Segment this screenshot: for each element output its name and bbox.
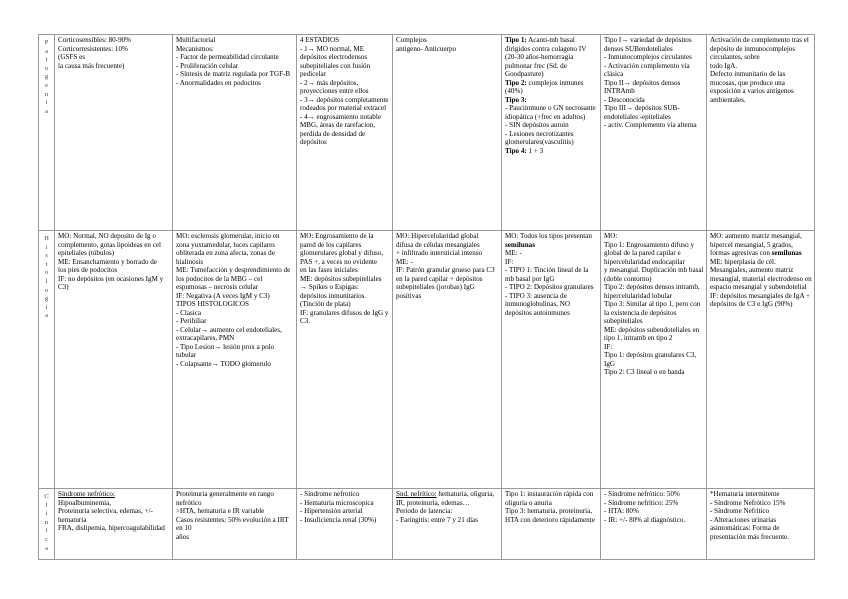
row-label: P a t o g e n i a [39, 35, 55, 231]
cell-line: - 2→ más depósitos, proyecciones entre ellos [300, 78, 369, 95]
cell-line: - IR: +/- 80% al diagnóstico. [604, 515, 686, 524]
cell-line: Tipo I→ variedad de depósitos densos SUBendoteliales [604, 36, 694, 53]
cell-line: - Proliferación celular [176, 61, 239, 70]
cell-line: los pies de podocitos [58, 266, 118, 274]
cell-line: MO: Todos los tipos presentan semilunas [505, 232, 594, 249]
cell-line: IF: Patrón granular grueso para C3 en la pared capilar + depósitos subepiteliales (jorobas) IgG positivas [396, 266, 497, 300]
cell-line: >HTA, hematuria e IR variable [176, 507, 265, 515]
cell-line: ME: - [505, 249, 522, 257]
cell-line: IF: [505, 257, 514, 266]
cell-line: años [176, 532, 190, 541]
cell-line: Tipo 3: [505, 95, 527, 104]
cell-line: - HTA: 80% [604, 507, 639, 515]
table-cell [173, 489, 297, 560]
cell-line: Hipoalbuminemia, [58, 498, 111, 507]
cell-line: IF: granulares difusos de IgG y C3. [300, 308, 391, 325]
pathology-table-sheet [38, 34, 814, 560]
table-cell [707, 489, 815, 560]
table-cell [297, 35, 393, 231]
cell-line: MO: Engrosamiento de la pared de los capilares glomerulares global y difuso, PAS +, a veces no evidente [300, 232, 385, 266]
table-cell [55, 35, 173, 231]
cell-line: - Alteraciones urinarias asintomáticas: Forma de presentación más frecuente. [710, 515, 789, 541]
cell-line: depósitos inmunitarios. (Tinción de plata) [300, 291, 368, 308]
cell-line: MO: aumento matriz mesangial, hipercel mesangial, 5 grados, formas agresivas con semilunas [710, 232, 804, 257]
row-label: C l í n i c a [39, 489, 55, 560]
table-cell [55, 231, 173, 489]
cell-line: - Síntesis de matriz regulada por TGF-B [176, 70, 291, 78]
cell-line: antigeno- Anticuerpo [396, 44, 457, 53]
cell-line: - Faringitis: entre 7 y 21 días [396, 515, 478, 524]
cell-line: IF: depósitos mesangiales de IgA + depósitos de C3 e IgG (90%) [710, 291, 812, 308]
cell-line: 4 ESTADIOS [300, 36, 340, 44]
cell-line: la causa más frecuente) [58, 61, 125, 70]
table-cell [393, 489, 502, 560]
cell-line: Proteinuria generalmente en rango nefrótico [176, 490, 276, 507]
cell-line: Tipo III→ depósitos SUB-endoteliales -epiteliales [604, 104, 680, 121]
cell-line: en las fases iniciales [300, 266, 358, 274]
cell-line: (GSFS es [58, 53, 86, 61]
cell-line: ME: - [396, 257, 413, 266]
cell-line: - activ. Complemento vía alterna [604, 121, 697, 129]
table-cell [601, 231, 707, 489]
cell-line: difusa de células mesangiales [396, 240, 480, 249]
cell-line: y mesangial. Duplicación mb basal (doble contorno) [604, 266, 706, 283]
cell-line: Tipo 1: instauración rápida con oliguria o anuria [505, 490, 596, 507]
cell-line: - Factor de permeabilidad circulante [176, 53, 279, 61]
cell-line: - Activación complemento vía clásica [604, 61, 692, 78]
table-cell [173, 231, 297, 489]
cell-line: - Clasica [176, 308, 202, 317]
row-clinica [39, 489, 815, 560]
cell-line: Tipo 2: complejos inmunes (40%) [505, 78, 586, 95]
cell-line: ME: Ensanchamiento y borrado de [58, 257, 157, 266]
cell-line: Tipo 3: hematuria, proteinuria, HTA con deterioro rápidamente [505, 507, 595, 524]
glomerulopathy-table [38, 34, 815, 560]
cell-line: - Hipertensión arterial [300, 507, 363, 515]
cell-line: *Hematuria intermitente [710, 490, 780, 498]
cell-line: Tipo 4: 1 + 3 [505, 146, 544, 155]
cell-line: - Perihiliar [176, 317, 207, 325]
cell-line: Defecto inmunitario de las mucosas, que produce una exposición a varios antígenos ambientales. [710, 70, 796, 104]
cell-line: todo IgA. [710, 61, 738, 70]
cell-line: - Síndrome nefrótico: 50% [604, 490, 680, 498]
cell-line: Mecanismos: [176, 44, 214, 53]
cell-line: MO: Normal, NO deposito de Ig o complemento, gotas lipoideas en cel epiteliales (túbulos) [58, 232, 163, 257]
table-cell [601, 35, 707, 231]
cell-line: Snd. nefrítico: hematuria, oliguria, IR, proteinuria, edemas… [396, 490, 496, 507]
cell-line: Tipo 3: Similar al tipo 1, pero con la existencia de depósitos subepiteliales [604, 300, 703, 325]
cell-line: - Hematuria microscopica [300, 498, 374, 507]
table-cell [297, 489, 393, 560]
cell-line: Multifactorial [176, 36, 216, 44]
cell-line: IF: no depósitos (en ocasiones IgM y C3) [58, 274, 165, 291]
cell-line: Complejos [396, 36, 427, 44]
cell-line: - Inmunocomplejos circulantes [604, 53, 692, 61]
table-cell [297, 231, 393, 489]
cell-line: - 4→ engrosamiento notable MBG, áreas de rarefacion, perdida de densidad de depósitos [300, 112, 383, 146]
table-cell [55, 489, 173, 560]
cell-line: - Síndrome nefrítico: 25% [604, 498, 679, 507]
cell-line: - Síndrome Nefrítico [710, 507, 770, 515]
cell-line: Activación de complemento tras el depósito de inmunocomplejos circulantes, sobre [710, 36, 811, 61]
cell-line: - Desconocida [604, 95, 645, 104]
cell-line: MO: esclerosis glomerular, inicio en zona yuxtamedular, luces capilares obliterada en zona afecta, zonas de hialinosis [176, 232, 282, 266]
cell-line: + infiltrado intersticial intenso [396, 249, 483, 257]
cell-line: - Colapsante→ TODO glomerulo [176, 359, 271, 368]
cell-line: Tipo 1: Acanti-mb basal dirigidos contra colageno IV (20-30 años-hemorragia pulmonar frec (Sd. de Goodpasture) [505, 36, 589, 78]
cell-line: IF: [604, 342, 613, 351]
cell-line: MO: [604, 232, 618, 240]
cell-line: Tipo 2: depósitos densos intramb, hipercelularidad lobular [604, 283, 702, 300]
cell-line: - Lesiones necrotizantes glomerulares(vasculitis) [505, 129, 576, 146]
cell-line: - Insuficiencia renal (30%) [300, 515, 377, 524]
cell-line: - Anormalidades en podocitos [176, 78, 261, 87]
cell-line: TIPOS HISTOLOGICOS [176, 300, 249, 308]
cell-line: - TIPO 1: Tinción lineal de la mb basal por IgG [505, 266, 591, 283]
table-cell [502, 231, 601, 489]
cell-line: - Tipo Lesion→ lesión prox a polo tubular [176, 342, 276, 359]
cell-line: - Síndrome Nefrótico 15% [710, 498, 786, 507]
table-cell [502, 35, 601, 231]
row-label: H i s t o l o g í a [39, 231, 55, 489]
table-cell [393, 231, 502, 489]
cell-line: Síndrome nefrótico: [58, 490, 115, 498]
cell-line: Tipo 1: Engrosamiento difuso y global de la pared capilar e hipercelularidad endocapilar [604, 240, 696, 266]
cell-line: - Celular→ aumento cel endoteliales, extracapilares, PMN [176, 325, 284, 342]
cell-line: - Pauciinmune o GN necrosante idiopática (+frec en adultos) [505, 104, 598, 121]
cell-line: - TIPO 2: Depósitos granulares [505, 283, 594, 291]
cell-line: IF: Negativa (A veces IgM y C3) [176, 291, 270, 300]
cell-line: ME: hiperplasia de cél. Mesangiales, aumento matriz mesangial, material electrodenso en espacio mesangial y subendotelial [710, 257, 814, 291]
cell-line: Tipo 2: C3 lineal o en banda [604, 368, 685, 376]
cell-line: Periodo de latencia: [396, 507, 453, 515]
cell-line: Proteinuria selectiva, edemas, +/- hematuria [58, 507, 155, 524]
cell-line: Tipo II→ depósitos densos INTRAmb [604, 78, 683, 95]
table-cell [173, 35, 297, 231]
table-cell [601, 489, 707, 560]
cell-line: ME: depósitos subendoteliales en tipo 1, intramb en tipo 2 [604, 325, 701, 342]
cell-line: Tipo 1: depósitos granulares C3, IgG [604, 351, 698, 368]
row-histologia [39, 231, 815, 489]
cell-line: - 3→ depósitos completamente rodeados por material extracel [300, 95, 391, 112]
cell-line: Casos resistentes: 50% evolución a IRT en 10 [176, 515, 291, 532]
row-patogenia [39, 35, 815, 231]
cell-line: Corticosensibles: 80-90% [58, 36, 132, 44]
cell-line: - TIPO 3: ausencia de inmunoglobulinas, NO depósitos autoinmunes [505, 291, 572, 317]
cell-line: ME: Tumefacción y desprendimiento de los podocitos de la MBG – cel espumosas – necrosis celular [176, 266, 293, 291]
cell-line: - Síndrome nefrotico [300, 490, 360, 498]
table-cell [393, 35, 502, 231]
cell-line: - SIN depósitos autoin [505, 121, 569, 129]
table-cell [707, 231, 815, 489]
table-cell [707, 35, 815, 231]
cell-line: - 1→ MO normal, ME depósitos electrodensos subepiteliales con fusión pedicelar [300, 44, 372, 78]
cell-line: FRA, dislipemia, hipercoagulabilidad [58, 524, 165, 532]
table-cell [502, 489, 601, 560]
cell-line: MO: Hipercelularidad global [396, 232, 479, 240]
cell-line: Corticorresistentes: 10% [58, 44, 128, 53]
cell-line: ME: depósitos subepiteliales → Spikes o Espigas: [300, 274, 384, 291]
